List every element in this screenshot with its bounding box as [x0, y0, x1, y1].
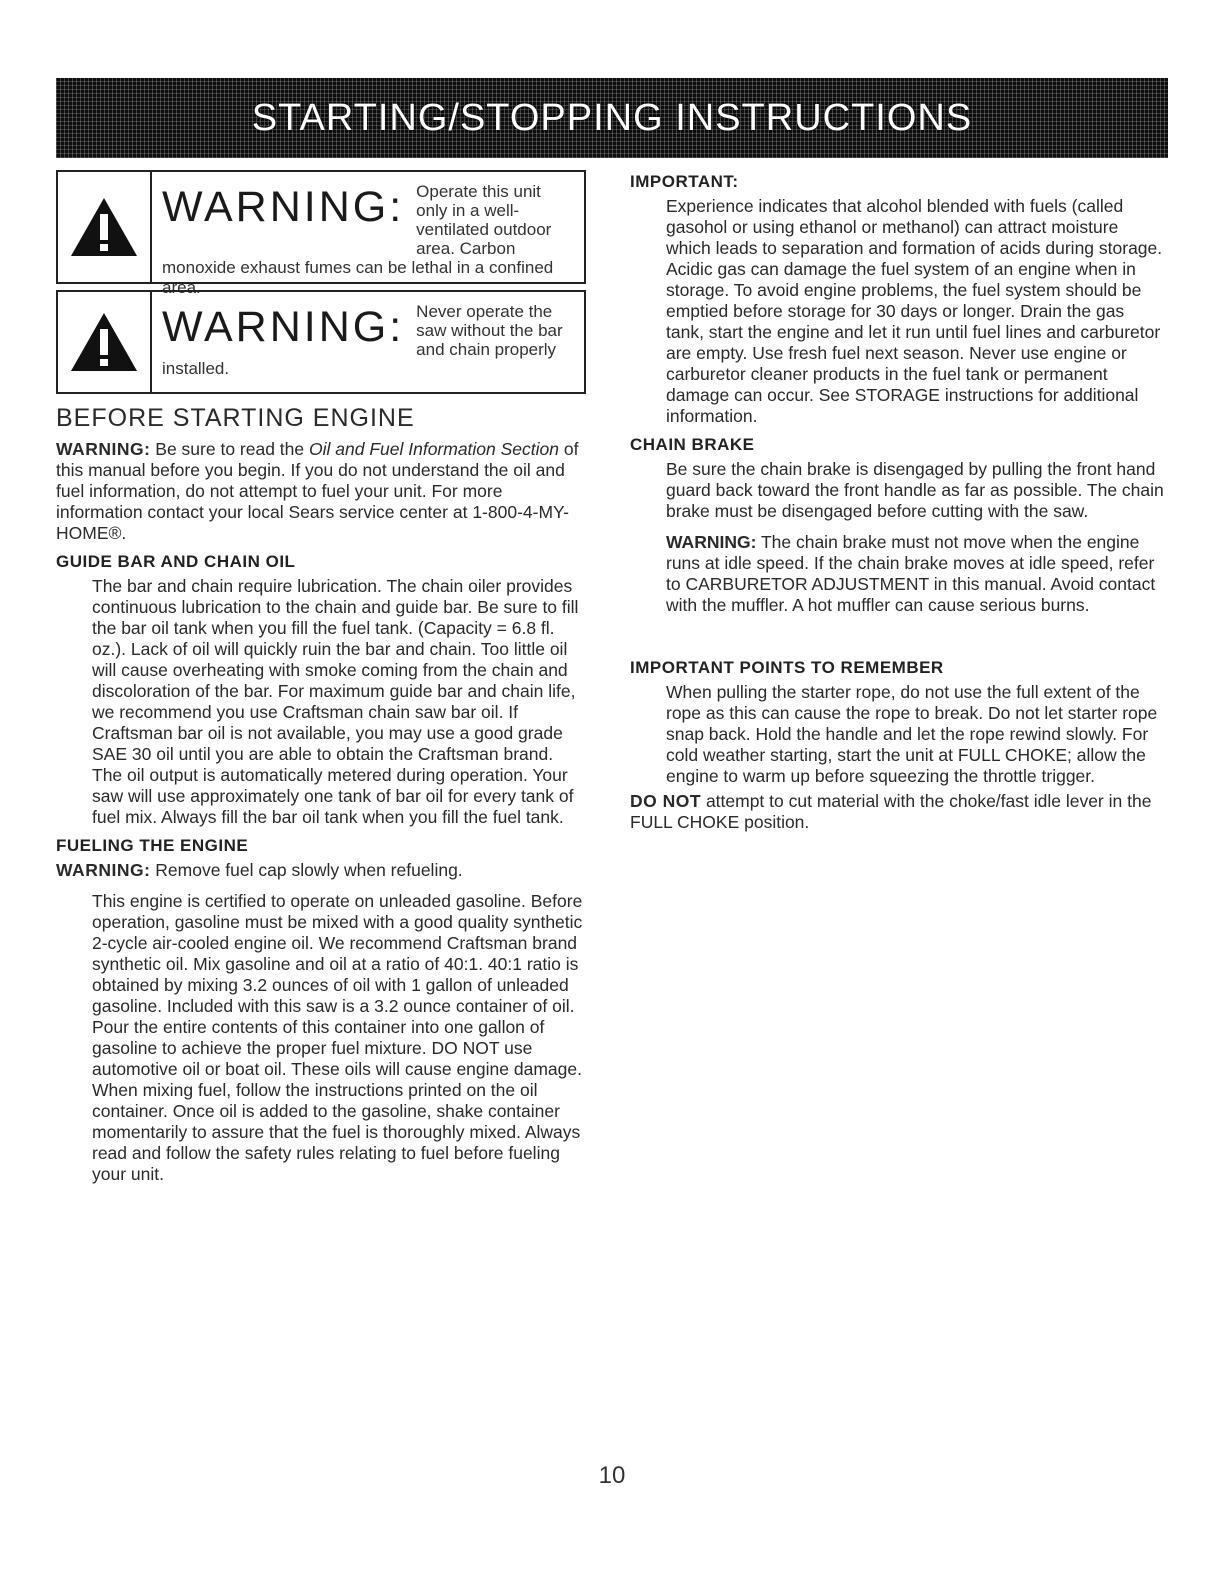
section-banner [56, 78, 1168, 158]
phone-number: 1-800-4-MY-HOME®. [56, 502, 569, 543]
left-column [56, 170, 586, 1185]
fueling-warning: WARNING: Remove fuel cap slowly when refueling. [56, 860, 463, 880]
warning-label: WARNING: [56, 439, 151, 459]
important-points-body: When pulling the starter rope, do not use the full extent of the rope as this can cause the rope to break. Do not let starter rope snap back. Hold the handle and let the rope rewind slowly. For cold weather starting, start the unit at FULL CHOKE; allow the engine to warm up before squeezing the throttle trigger. [666, 682, 1158, 786]
guide-bar-body: The bar and chain require lubrication. The chain oiler provides continuous lubrication to the chain and guide bar. Be sure to fill the bar oil tank when you fill the fuel tank. (Capacity = 6.8 fl. oz.). Lack of oil will quickly ruin the bar and chain. Too little oil will cause overheating with smoke coming from the chain and discoloration of the bar. For maximum guide bar and chain life, we recommend you use Craftsman chain saw bar oil. If Craftsman bar oil is not available, you may use a good grade SAE 30 oil until you are able to obtain the Craftsman brand. The oil output is automatically metered during operation. Your saw will use approximately one tank of bar oil for every tank of fuel mix. Always fill the bar oil tank when you fill the fuel tank. [92, 576, 579, 827]
before-starting-warning: WARNING: Be sure to read the Oil and Fuel Information Section of this manual before you begin. If you do not understand the oil and fuel information, do not attempt to fuel your unit. For more information contact your local Sears service center at 1-800-4-MY-HOME®. [56, 439, 579, 543]
page-number: 10 [598, 1462, 626, 1489]
warning-text-lead: Never operate the saw without the bar and chain properly [416, 302, 563, 359]
warning-label: WARNING: [666, 532, 757, 552]
warning-label: WARNING: [162, 303, 405, 351]
heading-guide-bar: GUIDE BAR AND CHAIN OIL [56, 552, 296, 571]
warning-text-rest: monoxide exhaust fumes can be lethal in a confined area. [162, 258, 554, 297]
heading-important-points: IMPORTANT POINTS TO REMEMBER [630, 658, 944, 677]
warning-box-bar-chain [56, 290, 586, 394]
heading-fueling: FUELING THE ENGINE [56, 836, 249, 855]
important-body: Experience indicates that alcohol blended with fuels (called gasohol or using ethanol or methanol) can attract moisture which leads to separation and formation of acids during storage. Acidic gas can damage the fuel system of an engine when in storage. To avoid engine problems, the fuel system should be emptied before storage for 30 days or longer. Drain the gas tank, start the engine and let it run until fuel lines and carburetor are empty. Use fresh fuel next season. Never use engine or carburetor cleaner products in the fuel tank or permanent damage can occur. See STORAGE instructions for additional information. [666, 196, 1163, 426]
warning-box-ventilation [56, 170, 586, 297]
page-title: STARTING/STOPPING INSTRUCTIONS [251, 96, 973, 139]
heading-chain-brake: CHAIN BRAKE [630, 435, 755, 454]
heading-important: IMPORTANT: [630, 172, 739, 191]
warning-text-rest: installed. [162, 359, 230, 378]
do-not-label: DO NOT [630, 791, 702, 811]
do-not-note: DO NOT attempt to cut material with the choke/fast idle lever in the FULL CHOKE position. [630, 791, 1152, 832]
fueling-body: This engine is certified to operate on unleaded gasoline. Before operation, gasoline must be mixed with a good quality synthetic 2-cycle air-cooled engine oil. We recommend Craftsman brand synthetic oil. Mix gasoline and oil at a ratio of 40:1. 40:1 ratio is obtained by mixing 3.2 ounces of oil with 1 gallon of unleaded gasoline. Included with this saw is a 3.2 ounce container of oil. Pour the entire contents of this container into one gallon of gasoline to achieve the proper fuel mixture. DO NOT use automotive oil or boat oil. These oils will cause engine damage. When mixing fuel, follow the instructions printed on the oil container. Once oil is added to the gasoline, shake container momentarily to assure that the fuel is thoroughly mixed. Always read and follow the safety rules relating to fuel before fueling your unit. [92, 891, 583, 1184]
chain-brake-body: Be sure the chain brake is disengaged by pulling the front hand guard back toward the front handle as far as possible. The chain brake must be disengaged before cutting with the saw. [666, 459, 1164, 521]
chain-brake-warning: WARNING: The chain brake must not move when the engine runs at idle speed. If the chain brake moves at idle speed, refer to CARBURETOR ADJUSTMENT in this manual. Avoid contact with the muffler. A hot muffler can cause serious burns. [666, 532, 1156, 615]
warning-label: WARNING: [162, 183, 405, 231]
right-column [630, 170, 1165, 833]
warning-triangle-icon [58, 292, 152, 392]
warning-text-lead: Operate this unit only in a well-ventilated outdoor area. Carbon [416, 182, 552, 258]
warning-triangle-icon [58, 172, 152, 282]
heading-before-starting: BEFORE STARTING ENGINE [56, 404, 415, 432]
warning-label: WARNING: [56, 860, 151, 880]
